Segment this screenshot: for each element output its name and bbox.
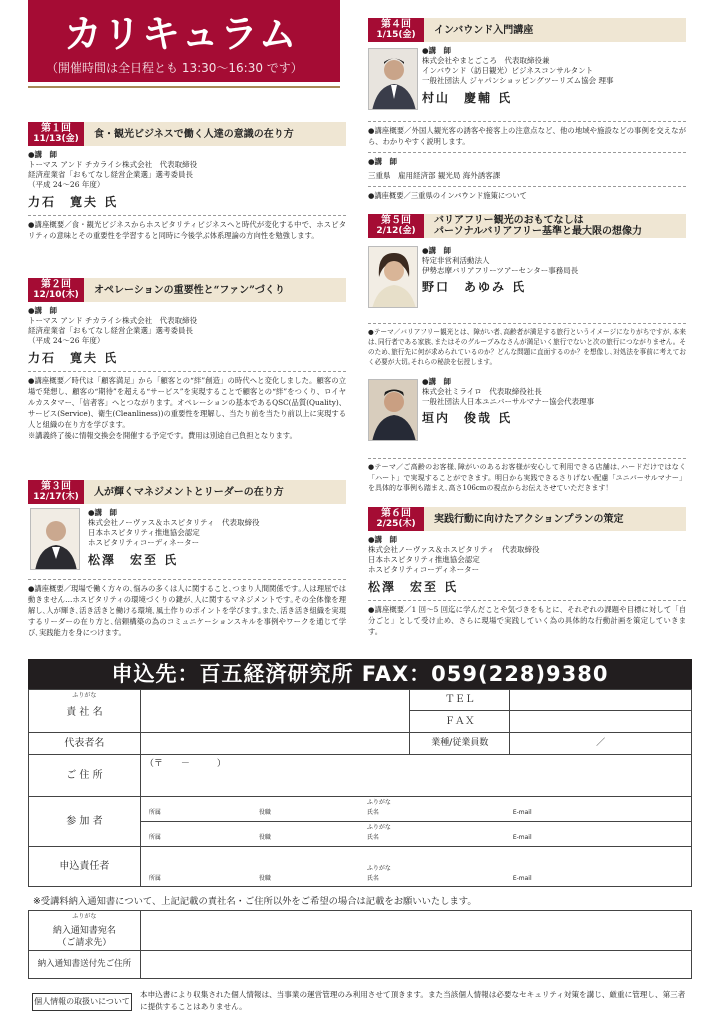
session-header	[368, 507, 686, 531]
company-field[interactable]	[140, 690, 410, 733]
lecturer-name: 村山 慶輔 氏	[422, 90, 513, 105]
lecturer: ●講 師 特定非営利活動法人 伊勢志摩バリアフリーツアーセンター事務局長 野口 あゆみ 氏	[422, 246, 579, 295]
invoice-notice: ※受講料納入通知書について、上記記載の責社名・ご住所以外をご希望の場合は記載をお願いいたします。	[33, 896, 477, 907]
session-4	[368, 18, 686, 201]
participant-row-1[interactable]: 所属 役職 ふりがな 氏名 E-mail	[140, 797, 691, 822]
session-badge: 第３回 12/17(木)	[28, 480, 84, 504]
representative-label: 代表者名	[29, 733, 141, 755]
session-description: ●講座概要／食・観光ビジネスからホスピタリティビジネスへと時代が変化する中で、ホスピタリティの意味とその重要性を学習すると同時に今後学ぶ体系理論の方向性を勉強します。	[28, 219, 346, 240]
page-title: カリキュラム	[64, 11, 298, 56]
session-description-2: ●講座概要／三重県のインバウンド施策について	[368, 191, 527, 201]
invoice-name-field[interactable]	[140, 911, 691, 951]
session-description: ●講座概要／時代は「顧客満足」から「顧客との“絆”創造」の時代へと変化しました。顧客の立場で発想し、顧客の“期待”を超える“サービス”を実現することで顧客との“絆”をつくり、ロイヤルカスタマー、「信者客」へとつながります。オペレーションの基本であるQSC(品質(Quality)、サービス(Service)、衛生(Cleanliness))の重要性を理解し、当たり前を当たり前以上に実現する人と組織の在り方を学びます。	[28, 375, 346, 429]
tel-field[interactable]	[510, 690, 692, 711]
lecturer-name: 野口 あゆみ 氏	[422, 280, 527, 295]
session-header	[28, 278, 346, 302]
session-3	[28, 480, 346, 638]
session-title: インバウンド入門講座	[424, 18, 686, 42]
participants-label: 参 加 者	[29, 797, 141, 847]
invoice-name-label: ふりがな 納入通知書宛名 （ご請求先）	[29, 911, 141, 951]
privacy-text: 本申込書により収集された個人情報は、当事業の運営管理のみ利用させて頂きます。また当該個人情報は必要なセキュリティ対策を講じ、厳重に管理し、第三者に提供することはありません。	[140, 990, 686, 1011]
session-badge: 第５回 2/12(金)	[368, 214, 424, 238]
session-title: バリアフリー観光のおもてなしは パーソナルバリアフリー基準と最大限の想像力	[424, 214, 686, 238]
lecturer: ●講 師 株式会社ノーヴァス＆ホスピタリティ 代表取締役 日本ホスピタリティ推進協会認定 ホスピタリティコーディネーター 松澤 宏至 氏	[368, 535, 686, 595]
session-title: 食・観光ビジネスで働く人達の意識の在り方	[84, 122, 346, 146]
lecturer-photo	[368, 246, 418, 308]
page-subtitle: （開催時間は全日程とも 13:30〜16:30 です）	[46, 61, 303, 75]
address-label: ご 住 所	[29, 755, 141, 797]
session-1	[28, 122, 346, 241]
lecturer-name: 松澤 宏至 氏	[88, 552, 179, 567]
session-title: 人が輝くマネジメントとリーダーの在り方	[84, 480, 346, 504]
invoice-form	[28, 910, 692, 979]
company-label: ふりがな 責 社 名	[29, 690, 141, 733]
representative-field[interactable]	[140, 733, 410, 755]
industry-field[interactable]: ／	[510, 733, 692, 755]
session-description-2: ●テーマ／ご高齢のお客様､障がいのあるお客様が安心して利用できる店舗は､ハードだけではなく「ハート」で実現することができます。明日から実践できるさりげない配慮「ユニバーサルマナー」を具体的な事例も踏まえ､高さ106cmの視点からお伝えさせていただきます！	[368, 463, 686, 492]
session-title: オペレーションの重要性と“ファン”づくり	[84, 278, 346, 302]
lecturer: ●講 師 株式会社やまとごころ 代表取締役兼 インバウンド（訪日観光）ビジネスコンサルタント 一般社団法人 ジャパンショッピングツーリズム協会 理事 村山 慶輔 氏	[422, 46, 614, 105]
invoice-address-field[interactable]	[140, 951, 691, 979]
session-note: ※講義終了後に情報交換会を開催する予定です。費用は別途自己負担となります。	[28, 430, 297, 440]
session-description: ●講座概要／外国人観光客の誘客や接客上の注意点など、他の地域や施設などの事例を交えながら、わかりやすく説明します。	[368, 126, 686, 146]
session-2	[28, 278, 346, 441]
session-description: ●講座概要／現場で働く方々の､悩みの多くは人に関すること､つまり人間関係です｡人は理屈では動きません…ホスピタリティの環境づくりの鍵が､人に関するマネジメントです｡その全体像を理解し､人が輝き､活き活きと働ける環境､風土作りのポイントを学びます｡また､活き活き組織を実現するリーダーの在り方と､信頼構築の為のコミュニケーションスキルを事例やワークを通じて学び､実践能力を身につけます。	[28, 584, 346, 637]
session-header	[368, 18, 686, 42]
session-5	[368, 214, 686, 494]
session-header	[28, 122, 346, 146]
session-badge: 第２回 12/10(木)	[28, 278, 84, 302]
session-title: 実践行動に向けたアクションプランの策定	[424, 507, 686, 531]
session-6	[368, 507, 686, 637]
session-badge: 第４回 1/15(金)	[368, 18, 424, 42]
lecturer-name: 松澤 宏至 氏	[368, 579, 459, 594]
lecturer-photo	[368, 48, 418, 110]
banner-rule	[28, 86, 340, 88]
owner-label: 申込責任者	[29, 847, 141, 887]
lecturer: ●講 師 トーマス アンド チカライシ株式会社 代表取締役 経済産業省「おもてなし経営企業選」選考委員長 （平成 24〜26 年度） 力石 寛夫 氏	[28, 306, 346, 366]
lecturer-2: ●講 師 三重県 雇用経済部 観光局 海外誘客課	[368, 157, 501, 181]
session-badge: 第６回 2/25(木)	[368, 507, 424, 531]
lecturer: ●講 師 トーマス アンド チカライシ株式会社 代表取締役 経済産業省「おもてなし経営企業選」選考委員長 （平成 24〜26 年度） 力石 寛夫 氏	[28, 150, 346, 210]
apply-fax-banner: 申込先：百五経済研究所 FAX：059(228)9380	[28, 659, 692, 689]
owner-field[interactable]: 所属 役職 ふりがな 氏名 E-mail	[140, 847, 691, 887]
lecturer-name: 力石 寛夫 氏	[28, 350, 119, 365]
session-description: ●講座概要／1 回〜5 回迄に学んだことや気づきをもとに、それぞれの課題や目標に対して「自分ごと」として受け止め、さらに現場で実践していく為の具体的な行動計画を策定していきます。	[368, 604, 686, 636]
session-description: ●テーマ／バリアフリー観光とは、障がい者､高齢者が満足する旅行というイメージになりがちですが､本来は､同行者である家族､またはそのグループみなさんが満足いく旅行でないと次の旅行につながりません。そのため､旅行先に何が求められているのか？どんな問題に直面するのか？を想像し､対処法を事前に考えておく必要が大切｡それらの秘訣を伝授します。	[368, 328, 686, 366]
lecturer-photo	[30, 508, 80, 570]
privacy-label: 個人情報の取扱いについて	[32, 993, 132, 1011]
session-badge: 第１回 11/13(金)	[28, 122, 84, 146]
lecturer-2: ●講 師 株式会社ミライロ 代表取締役社長 一般社団法人日本ユニバーサルマナー協会代表理事 垣内 俊哉 氏	[422, 377, 595, 426]
invoice-address-label: 納入通知書送付先ご住所	[29, 951, 141, 979]
privacy-section	[28, 988, 692, 1016]
lecturer: ●講 師 株式会社ノーヴァス＆ホスピタリティ 代表取締役 日本ホスピタリティ推進協会認定 ホスピタリティコーディネーター 松澤 宏至 氏	[88, 508, 260, 567]
participant-row-2[interactable]: 所属 役職 ふりがな 氏名 E-mail	[140, 822, 691, 847]
tel-label: ＴＥＬ	[410, 690, 510, 711]
session-header	[28, 480, 346, 504]
session-header	[368, 214, 686, 238]
fax-field[interactable]	[510, 711, 692, 733]
application-form	[28, 689, 692, 887]
fax-label: ＦＡＸ	[410, 711, 510, 733]
lecturer-name: 力石 寛夫 氏	[28, 194, 119, 209]
lecturer-name: 垣内 俊哉 氏	[422, 411, 513, 426]
industry-label: 業種/従業員数	[410, 733, 510, 755]
lecturer-photo-2	[368, 379, 418, 441]
address-field[interactable]: （〒 － ）	[140, 755, 691, 797]
